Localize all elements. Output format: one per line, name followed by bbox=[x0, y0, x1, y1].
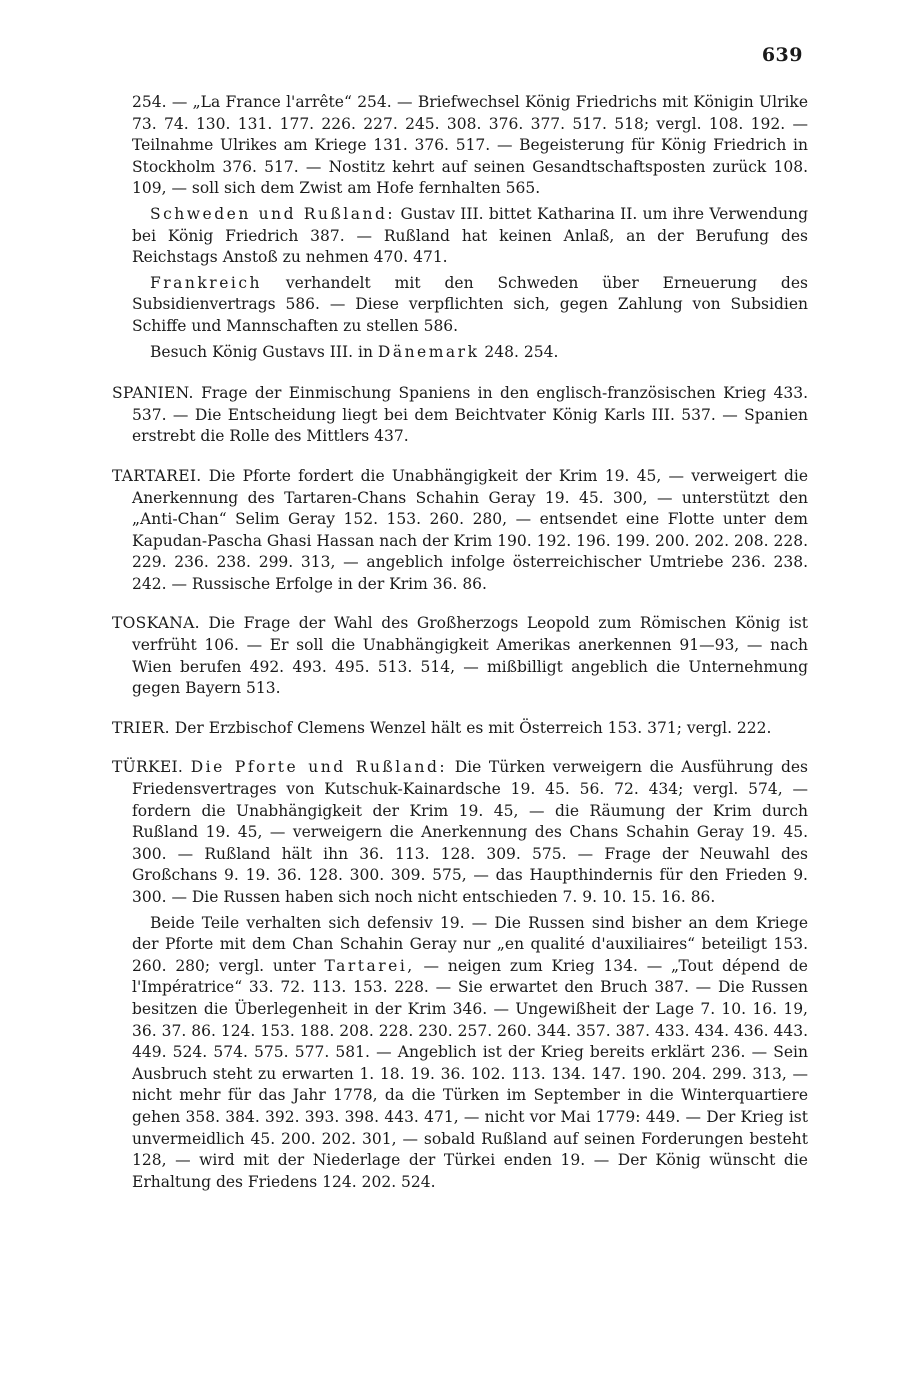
headword-toskana: TOSKANA. bbox=[112, 614, 200, 633]
schweden-russland-text: Gustav III. bittet Katharina II. um ihre Verwendung bei König Friedrich 387. — Rußland hat keinen Anlaß, an der Berufung des Reichstags Anstoß zu nehmen 470. 471. bbox=[132, 204, 808, 267]
tuerkei-p2-text-a: Beide Teile verhalten sich defensiv 19. — Die Russen sind bisher an dem Kriege der Pforte mit dem Chan Schahin Geray nur „en qualité d'auxiliaires“ beteiligt 153. 260. 280; vergl. unter bbox=[132, 913, 808, 975]
daenemark-text-b: 248. 254. bbox=[484, 342, 559, 361]
entry-tuerkei bbox=[112, 757, 808, 908]
frankreich-paragraph bbox=[112, 273, 808, 338]
headword-tartarei: TARTAREI. bbox=[112, 466, 202, 485]
page-number: 639 bbox=[761, 44, 803, 66]
tuerkei-p2-text-b: — neigen zum Krieg 134. — „Tout dépend de l'Impératrice“ 33. 72. 113. 153. 228. — Sie erwartet den Bruch 387. — Die Russen besitzen die Überlegenheit in der Krim 346. — Ungewißheit der Lage 7. 10. 16. 19, 36. 37. 86. 124. 153. 188. 208. 228. 230. 257. 260. 344. 357. 387. 433. 434. 436. 443. 449. 524. 574. 575. 577. 581. — Angeblich ist der Krieg bereits erklärt 236. — Sein Ausbruch steht zu erwarten 1. 18. 19. 36. 102. 113. 134. 147. 190. 204. 299. 313, — nicht mehr für das Jahr 1778, da die Türken im September in die Winterquartiere gehen 358. 384. 392. 393. 398. 443. 471, — nicht vor Mai 1779: 449. — Der Krieg ist unvermeidlich 45. 200. 202. 301, — sobald Rußland auf seinen Forderungen besteht 128, — wird mit der Niederlage der Türkei enden 19. — Der König wünscht die Erhaltung des Friedens 124. 202. 524. bbox=[132, 956, 808, 1191]
daenemark-paragraph bbox=[112, 342, 808, 364]
entry-toskana bbox=[112, 613, 808, 699]
subheading-frankreich: Frankreich bbox=[150, 273, 262, 292]
tuerkei-paragraph-2 bbox=[112, 913, 808, 1194]
subheading-pforte-russland: Die Pforte und Rußland: bbox=[190, 758, 448, 777]
entry-toskana-text: Die Frage der Wahl des Großherzogs Leopold zum Römischen König ist verfrüht 106. — Er soll die Unabhängigkeit Amerikas anerkennen 91—93, — nach Wien berufen 492. 493. 495. 513. 514, — mißbilligt angeblich die Unternehmung gegen Bayern 513. bbox=[132, 614, 808, 698]
schweden-russland-paragraph bbox=[112, 204, 808, 269]
entry-tartarei bbox=[112, 466, 808, 596]
entry-trier-text: Der Erzbischof Clemens Wenzel hält es mit Österreich 153. 371; vergl. 222. bbox=[174, 718, 772, 737]
entry-tuerkei-text: Die Türken verweigern die Ausführung des Friedensvertrages von Kutschuk-Kainardsche 19. 45. 56. 72. 434; vergl. 574, — fordern die Unabhängigkeit der Krim 19. 45, — die Räumung der Krim durch Rußland 19. 45, — verweigern die Anerkennung des Chans Schahin Geray 19. 45. 300. — Rußland hält ihn 36. 113. 128. 309. 575. — Frage der Neuwahl des Großchans 9. 19. 36. 128. 300. 309. 575, — das Haupthindernis für den Frieden 9. 300. — Die Russen haben sich noch nicht entschieden 7. 9. 10. 15. 16. 86. bbox=[132, 758, 808, 906]
headword-spanien: SPANIEN. bbox=[112, 384, 194, 403]
subheading-daenemark: Dänemark bbox=[377, 342, 480, 361]
entry-trier bbox=[112, 718, 808, 740]
entry-spanien bbox=[112, 383, 808, 448]
schweden-continuation bbox=[112, 92, 808, 200]
index-content bbox=[112, 92, 808, 1193]
crossref-tartarei: Tartarei, bbox=[324, 956, 415, 975]
subheading-schweden-russland: Schweden und Rußland: bbox=[150, 204, 396, 223]
schweden-text: 254. — „La France l'arrête“ 254. — Briefwechsel König Friedrichs mit Königin Ulrike 73. 74. 130. 131. 177. 226. 227. 245. 308. 376. 377. 517. 518; vergl. 108. 192. — Teilnahme Ulrikes am Kriege 131. 376. 517. — Begeisterung für König Friedrich in Stockholm 376. 517. — Nostitz kehrt auf seinen Gesandtschaftsposten zurück 108. 109, — soll sich dem Zwist am Hofe fernhalten 565. bbox=[132, 93, 808, 198]
frankreich-text: verhandelt mit den Schweden über Erneuerung des Subsidienvertrags 586. — Diese verpflichten sich, gegen Zahlung von Subsidien Schiffe und Mannschaften zu stellen 586. bbox=[132, 273, 808, 335]
headword-trier: TRIER. bbox=[112, 718, 170, 737]
entry-tartarei-text: Die Pforte fordert die Unabhängigkeit der Krim 19. 45, — verweigert die Anerkennung des Tartaren-Chans Schahin Geray 19. 45. 300, — unterstützt den „Anti-Chan“ Selim Geray 152. 153. 260. 280, — entsendet eine Flotte unter dem Kapudan-Pascha Ghasi Hassan nach der Krim 190. 192. 196. 199. 200. 202. 208. 228. 229. 236. 238. 299. 313, — angeblich infolge österreichischer Umtriebe 236. 238. 242. — Russische Erfolge in der Krim 36. 86. bbox=[132, 466, 808, 593]
headword-tuerkei: TÜRKEI. bbox=[112, 758, 184, 777]
entry-spanien-text: Frage der Einmischung Spaniens in den englisch-französischen Krieg 433. 537. — Die Entscheidung liegt bei dem Beichtvater König Karls III. 537. — Spanien erstrebt die Rolle des Mittlers 437. bbox=[132, 384, 808, 446]
daenemark-text-a: Besuch König Gustavs III. in bbox=[150, 342, 373, 361]
